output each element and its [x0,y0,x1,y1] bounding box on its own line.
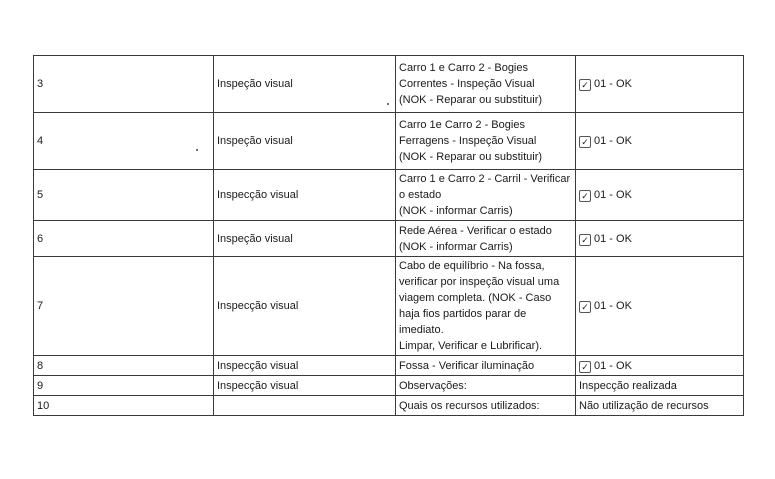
table-row [34,376,744,396]
result-cell [576,221,744,257]
item-description [396,396,576,416]
item-description [396,376,576,396]
inspection-table [33,55,744,416]
inspection-type: Inspecção visual [214,376,396,396]
result-cell [576,113,744,170]
item-description [396,221,576,257]
description-text: Cabo de equilíbrio - Na fossa, verificar por inspeção visual uma viagem completa. (NOK - Caso haja fios partidos parar de imediato. Limpar, Verificar e Lubrificar). [399,260,560,352]
inspection-type: Inspecção visual [214,257,396,356]
row-number: 7 [34,257,214,356]
table-row [34,170,744,221]
inspection-type: Inspecção visual [214,170,396,221]
result-cell [576,356,744,376]
item-description [396,113,576,170]
description-text: Carro 1e Carro 2 - Bogies Ferragens - Inspeção Visual (NOK - Reparar ou substituir) [399,119,543,163]
result-value: 01 - OK [594,78,632,90]
result-value: 01 - OK [594,232,632,245]
description-text: Carro 1 e Carro 2 - Carril - Verificar o estado (NOK - informar Carris) [399,173,571,217]
description-text: Observações: [399,379,467,392]
result-cell [576,376,744,396]
result-cell [576,56,744,113]
inspection-type: Inspeção visual [214,221,396,257]
table-row [34,257,744,356]
checkmark-icon[interactable]: ✓ [579,190,591,202]
result-value: Não utilização de recursos [579,399,709,412]
row-number: 10 [34,396,214,416]
item-description [396,56,576,113]
inspection-type [214,396,396,416]
table-row [34,396,744,416]
table-row [34,221,744,257]
inspection-type: Inspeção visual [214,56,396,113]
result-value: 01 - OK [594,300,632,312]
description-text: Rede Aérea - Verificar o estado (NOK - informar Carris) [399,224,552,253]
item-description [396,257,576,356]
checkmark-icon[interactable]: ✓ [579,361,591,373]
inspection-type: Inspecção visual [214,356,396,376]
row-number: 5 [34,170,214,221]
result-cell [576,396,744,416]
row-number: 9 [34,376,214,396]
result-value: 01 - OK [594,189,632,201]
row-number: 6 [34,221,214,257]
description-text: Carro 1 e Carro 2 - Bogies Correntes - Inspeção Visual (NOK - Reparar ou substituir) [399,62,543,106]
row-number: 3 [34,56,214,113]
row-number: 8 [34,356,214,376]
item-description [396,170,576,221]
result-cell [576,257,744,356]
checkmark-icon[interactable]: ✓ [579,234,591,246]
result-value: Inspecção realizada [579,379,677,392]
inspection-type: Inspeção visual [214,113,396,170]
table-row [34,113,744,170]
description-text: Quais os recursos utilizados: [399,399,540,412]
row-number: 4 [34,113,214,170]
result-value: 01 - OK [594,135,632,147]
table-row [34,56,744,113]
description-text: Fossa - Verificar iluminação [399,359,535,372]
checkmark-icon[interactable]: ✓ [579,136,591,148]
result-cell [576,170,744,221]
checkmark-icon[interactable]: ✓ [579,79,591,91]
result-value: 01 - OK [594,359,632,372]
item-description [396,356,576,376]
checkmark-icon[interactable]: ✓ [579,301,591,313]
inspection-rows [34,56,744,416]
table-row [34,356,744,376]
